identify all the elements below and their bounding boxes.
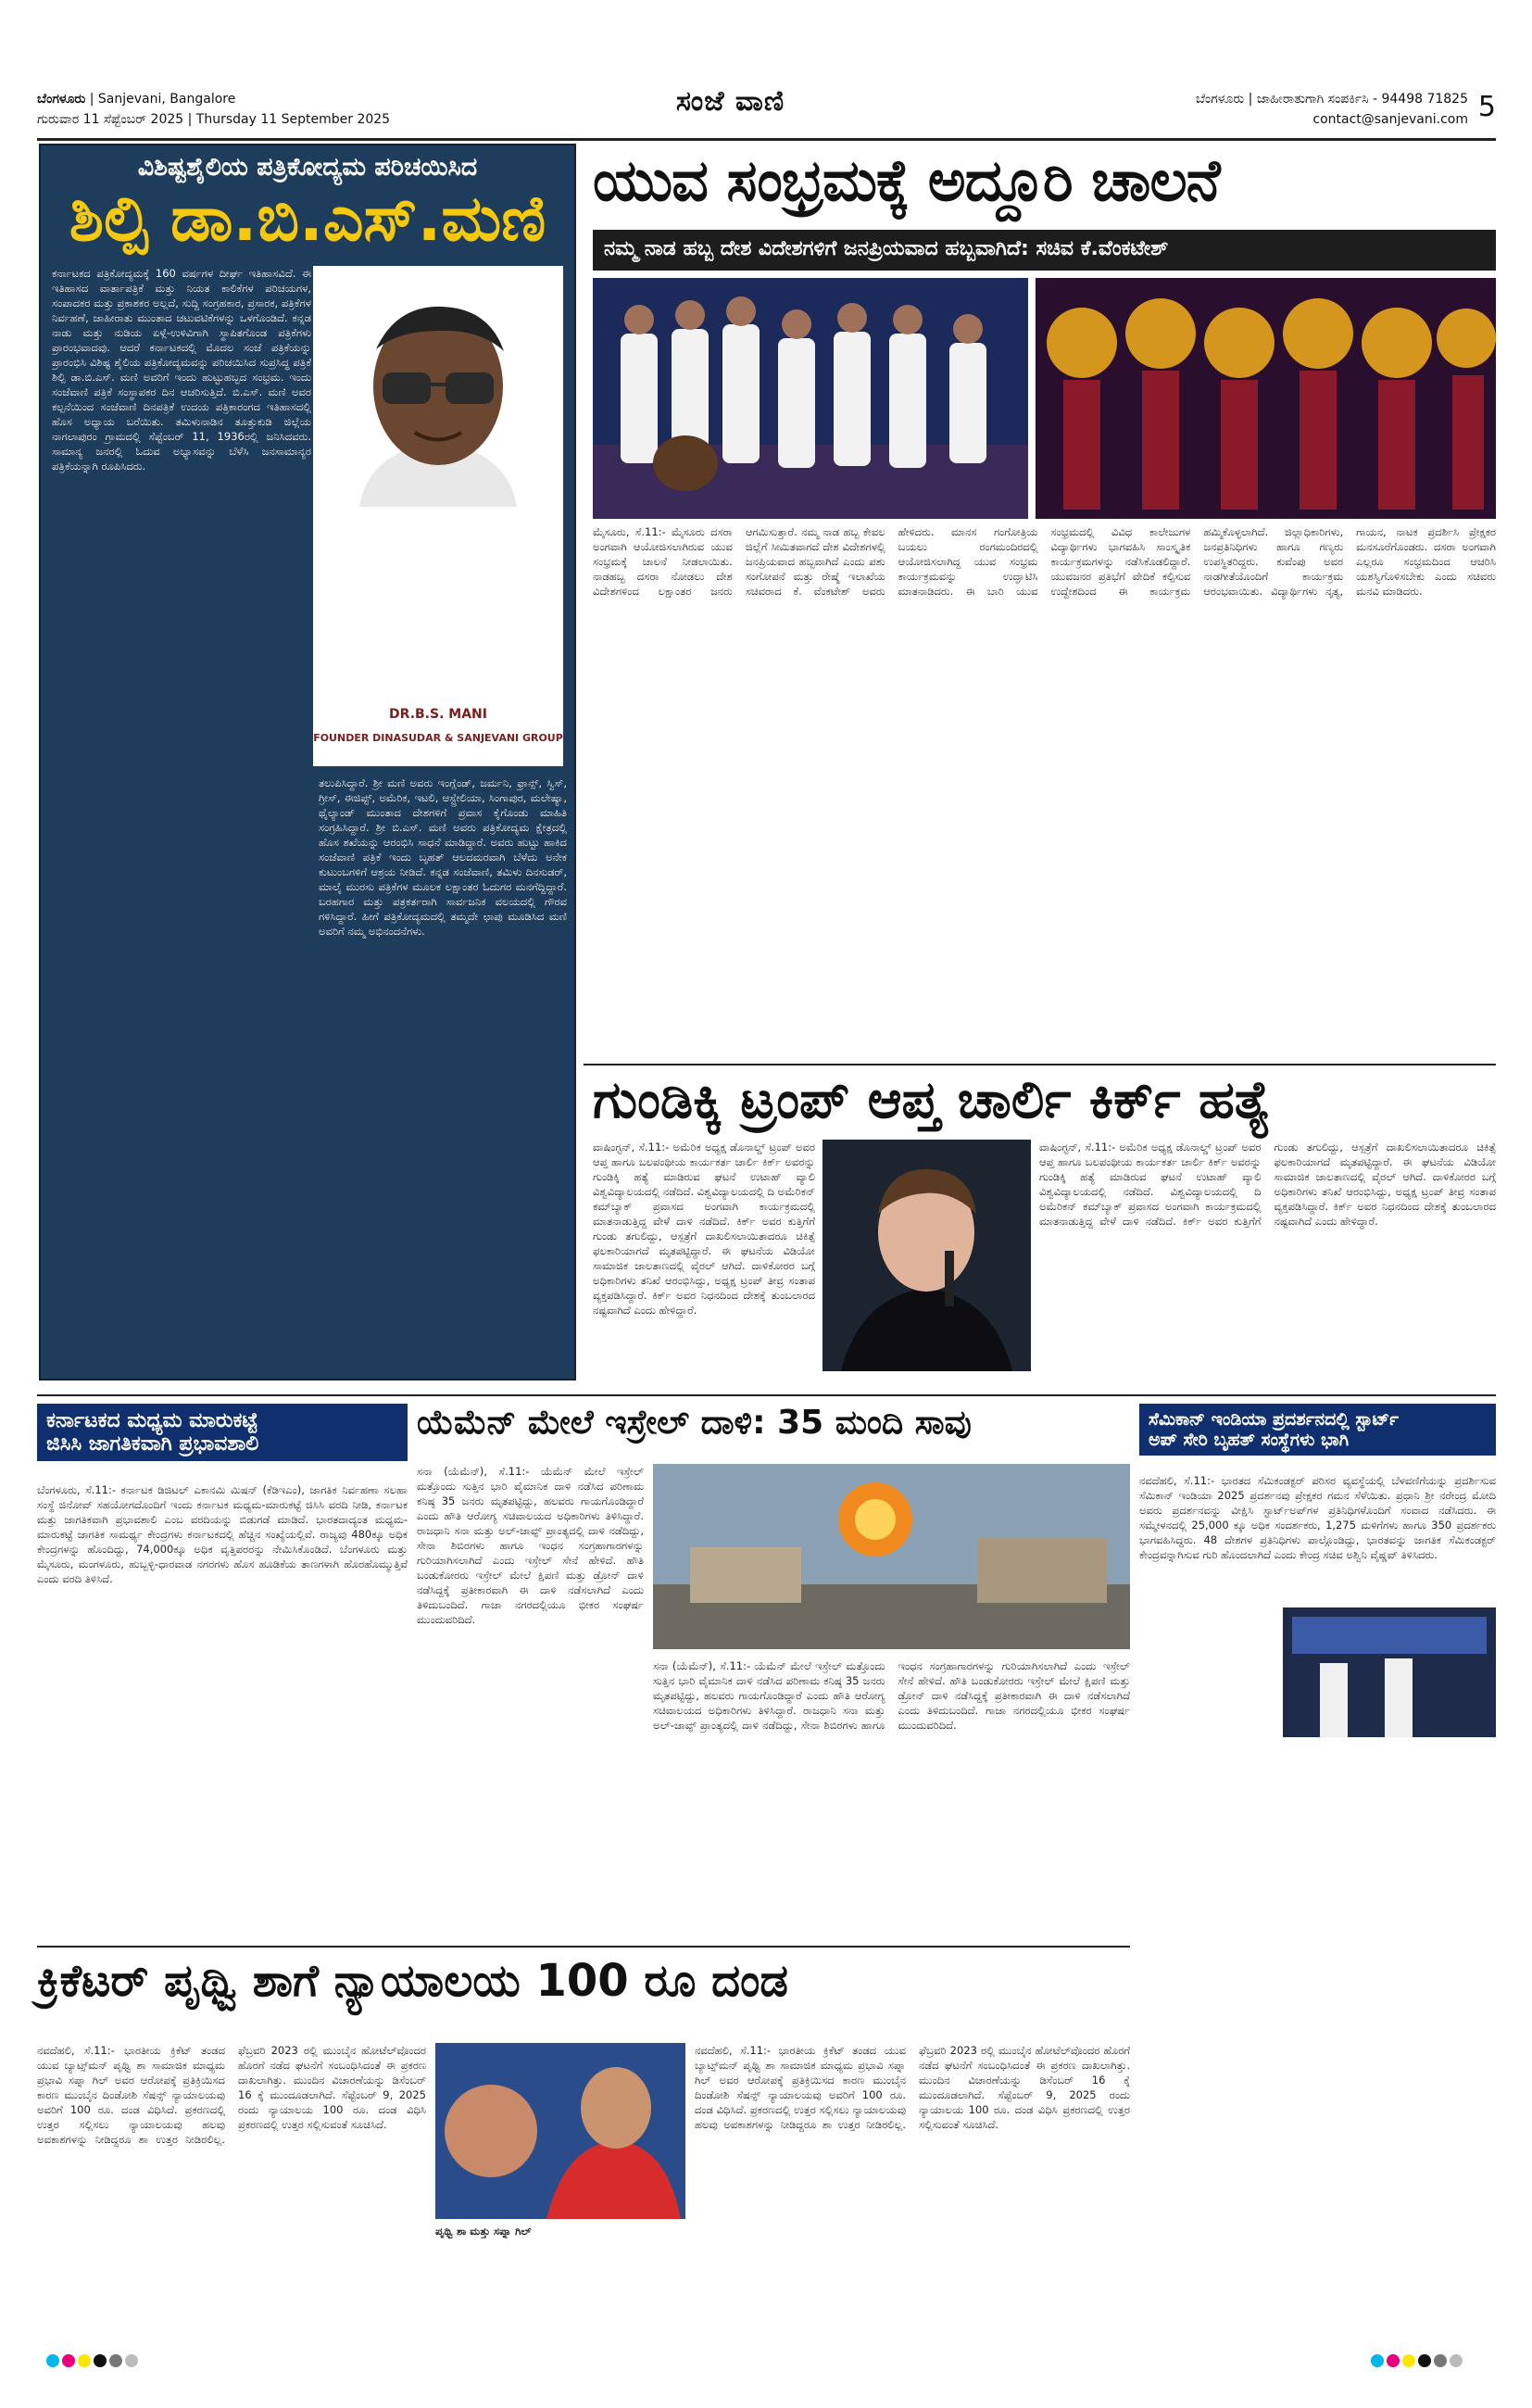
gcc-headline-2: ಜಿಸಿಸಿ ಜಾಗತಿಕವಾಗಿ ಪ್ರಭಾವಶಾಲಿ [46, 1432, 259, 1456]
color-registration-right [1371, 2353, 1465, 2368]
cricketer-graphic [435, 2043, 685, 2219]
ad-contact: ಬೆಂಗಳೂರು | ಜಾಹೀರಾತುಗಾಗಿ ಸಂಪರ್ಕಿಸಿ - 94498 71825 [1195, 92, 1468, 107]
photo-caption-role: FOUNDER DINASUDAR & SANJEVANI GROUP [313, 732, 563, 744]
yemen-body-2: ಸನಾ (ಯೆಮೆನ್), ಸೆ.11:- ಯೆಮೆನ್ ಮೇಲೆ ಇಸ್ರೇಲ್ ಮತ್ತೊಂದು ಸುತ್ತಿನ ಭಾರಿ ವೈಮಾನಿಕ ದಾಳಿ ನಡೆಸಿದ ಪರಿಣಾಮ ಕನಿಷ್ಠ 35 ಜನರು ಮೃತಪಟ್ಟಿದ್ದು, ಹಲವರು ಗಾಯಗೊಂಡಿದ್ದಾರೆ ಎಂದು ಹೌತಿ ಆರೋಗ್ಯ ಸಚಿವಾಲಯದ ಅಧಿಕಾರಿಗಳು ತಿಳಿಸಿದ್ದಾರೆ. ರಾಜಧಾನಿ ಸನಾ ಮತ್ತು ಅಲ್-ಜಾವ್ಫ್ ಪ್ರಾಂತ್ಯದಲ್ಲಿ ದಾಳಿ ನಡೆದಿದ್ದು, ಸೇನಾ ಶಿಬಿರಗಳು ಹಾಗೂ ಇಂಧನ ಸಂಗ್ರಹಾಗಾರಗಳನ್ನು ಗುರಿಯಾಗಿಸಲಾಗಿದೆ ಎಂದು ಇಸ್ರೇಲ್ ಸೇನೆ ಹೇಳಿದೆ. ಹೌತಿ ಬಂಡುಕೋರರು ಇಸ್ರೇಲ್ ಮೇಲೆ ಕ್ಷಿಪಣಿ ಮತ್ತು ಡ್ರೋನ್ ದಾಳಿ ನಡೆಸಿದ್ದಕ್ಕೆ ಪ್ರತೀಕಾರವಾಗಿ ಈ ದಾಳಿ ನಡೆಸಲಾಗಿದೆ ಎಂದು ತಿಳಿದುಬಂದಿದೆ. ಗಾಜಾ ನಗರದಲ್ಲಿಯೂ ಭೀಕರ ಸಂಘರ್ಷ ಮುಂದುವರಿದಿದೆ. [653, 1659, 1130, 1732]
feature-column-1: ಕರ್ನಾಟಕದ ಪತ್ರಿಕೋದ್ಯಮಕ್ಕೆ 160 ವರ್ಷಗಳ ದೀರ್ಘ ಇತಿಹಾಸವಿದೆ. ಈ ಇತಿಹಾಸದ ವಾರ್ತಾಪತ್ರಿಕೆ ಮತ್ತು ನಿಯತ ಕಾಲಿಕೆಗಳ ಪರಿಚಯಗಳ, ಸಂಪಾದಕರ ಮತ್ತು ಪ್ರಕಾಶಕರ ಅಲ್ಲದೆ, ಸುದ್ದಿ ಸಂಗ್ರಹಕಾರ, ಪ್ರಸಾರಕ, ಪತ್ರಿಕೆಗಳ ನಿರ್ವಹಣೆ, ಜಾಹೀರಾತು ಮುಂತಾದ ಚಟುವಟಿಕೆಗಳನ್ನು ಒಳಗೊಂಡಿದೆ. ಕನ್ನಡ ನಾಡು ಮತ್ತು ನುಡಿಯ ಏಳ್ಗೆ-ಉಳಿವಿಗಾಗಿ ಸ್ಥಾಪಿತಗೊಂಡ ಪತ್ರಿಕೆಗಳು ಪ್ರಾರಂಭವಾದವು. ಆದರೆ ಕರ್ನಾಟಕದಲ್ಲಿ ಮೊದಲ ಸಂಜೆ ಪತ್ರಿಕೆಯನ್ನು ಪ್ರಾರಂಭಿಸಿ ವಿಶಿಷ್ಟ ಶೈಲಿಯ ಪತ್ರಿಕೋದ್ಯಮವನ್ನು ಪರಿಚಯಿಸಿದ ಸುಪ್ರಸಿದ್ಧ ಪತ್ರಿಕೆ ಶಿಲ್ಪಿ ಡಾ.ಬಿ.ಎಸ್. ಮಣಿ ಅವರಿಗೆ ಇಂದು ಹುಟ್ಟುಹಬ್ಬದ ಸಂಭ್ರಮ. ಇಂದು ಸಂಜೆವಾಣಿ ಪತ್ರಿಕೆ ಸಂಸ್ಥಾಪಕರ ದಿನ ಆಚರಿಸುತ್ತಿದೆ. ಬಿ.ಎಸ್. ಮಣಿ ಅವರ ಕಲ್ಪನೆಯಿಂದ ಸಂಜೆವಾಣಿ ದಿನಪತ್ರಿಕೆ ಉದಯ ಪತ್ರಿಕಾರಂಗದ ಇತಿಹಾಸದಲ್ಲಿ ಹೊಸ ಅಧ್ಯಾಯ ಬರೆಯಿತು. ತಮಿಳುನಾಡಿನ ತೂತ್ತುಕುಡಿ ಜಿಲ್ಲೆಯ ನಾಗಲಾಪುರಂ ಗ್ರಾಮದಲ್ಲಿ ಸೆಪ್ಟೆಂಬರ್ 11, 1936ರಲ್ಲಿ ಜನಿಸಿದವರು. ಸಾಮಾನ್ಯ ಜನರಲ್ಲಿ ಓದುವ ಅಭ್ಯಾಸವನ್ನು ಬೆಳೆಸಿ ಜನಸಾಮಾನ್ಯರ ಪತ್ರಿಕೆಯನ್ನಾಗಿ ರೂಪಿಸಿದರು. [52, 267, 311, 473]
page-number: 5 [1477, 91, 1496, 123]
kirk-headline: ಗುಂಡಿಕ್ಕಿ ಟ್ರಂಪ್ ಆಪ್ತ ಚಾರ್ಲಿ ಕಿರ್ಕ್ ಹತ್ಯೆ [593, 1070, 1272, 1130]
founder-portrait-graphic [341, 294, 535, 507]
feature-title: ಶಿಲ್ಪಿ ಡಾ.ಬಿ.ಎಸ್.ಮಣಿ [69, 183, 546, 256]
lead-photo-stage [593, 278, 1028, 519]
yemen-body-1: ಸನಾ (ಯೆಮೆನ್), ಸೆ.11:- ಯೆಮೆನ್ ಮೇಲೆ ಇಸ್ರೇಲ್ ಮತ್ತೊಂದು ಸುತ್ತಿನ ಭಾರಿ ವೈಮಾನಿಕ ದಾಳಿ ನಡೆಸಿದ ಪರಿಣಾಮ ಕನಿಷ್ಠ 35 ಜನರು ಮೃತಪಟ್ಟಿದ್ದು, ಹಲವರು ಗಾಯಗೊಂಡಿದ್ದಾರೆ ಎಂದು ಹೌತಿ ಆರೋಗ್ಯ ಸಚಿವಾಲಯದ ಅಧಿಕಾರಿಗಳು ತಿಳಿಸಿದ್ದಾರೆ. ರಾಜಧಾನಿ ಸನಾ ಮತ್ತು ಅಲ್-ಜಾವ್ಫ್ ಪ್ರಾಂತ್ಯದಲ್ಲಿ ದಾಳಿ ನಡೆದಿದ್ದು, ಸೇನಾ ಶಿಬಿರಗಳು ಹಾಗೂ ಇಂಧನ ಸಂಗ್ರಹಾಗಾರಗಳನ್ನು ಗುರಿಯಾಗಿಸಲಾಗಿದೆ ಎಂದು ಇಸ್ರೇಲ್ ಸೇನೆ ಹೇಳಿದೆ. ಹೌತಿ ಬಂಡುಕೋರರು ಇಸ್ರೇಲ್ ಮೇಲೆ ಕ್ಷಿಪಣಿ ಮತ್ತು ಡ್ರೋನ್ ದಾಳಿ ನಡೆಸಿದ್ದಕ್ಕೆ ಪ್ರತೀಕಾರವಾಗಿ ಈ ದಾಳಿ ನಡೆಸಲಾಗಿದೆ ಎಂದು ತಿಳಿದುಬಂದಿದೆ. ಗಾಜಾ ನಗರದಲ್ಲಿಯೂ ಭೀಕರ ಸಂಘರ್ಷ ಮುಂದುವರಿದಿದೆ. [417, 1465, 644, 1626]
gcc-headline-1: ಕರ್ನಾಟಕದ ಮಧ್ಯಮ ಮಾರುಕಟ್ಟೆ [46, 1409, 258, 1432]
divider [37, 1394, 1496, 1396]
feature-box [39, 144, 576, 1381]
masthead-right [1196, 89, 1468, 130]
lead-body: ಮೈಸೂರು, ಸೆ.11:- ಮೈಸೂರು ದಸರಾ ಅಂಗವಾಗಿ ಆಯೋಜಿಸಲಾಗಿರುವ ಯುವ ಸಂಭ್ರಮಕ್ಕೆ ಚಾಲನೆ ನೀಡಲಾಯಿತು. ನಾಡಹಬ್ಬ ದಸರಾ ನೋಡಲು ದೇಶ ವಿದೇಶಗಳಿಂದ ಲಕ್ಷಾಂತರ ಜನರು ಆಗಮಿಸುತ್ತಾರೆ. ನಮ್ಮ ನಾಡ ಹಬ್ಬ ಕೇವಲ ಜಿಲ್ಲೆಗೆ ಸೀಮಿತವಾಗದೆ ದೇಶ ವಿದೇಶಗಳಲ್ಲಿ ಜನಪ್ರಿಯವಾದ ಹಬ್ಬವಾಗಿದೆ ಎಂದು ಪಶು ಸಂಗೋಪನೆ ಮತ್ತು ರೇಷ್ಮೆ ಇಲಾಖೆಯ ಸಚಿವರಾದ ಕೆ. ವೆಂಕಟೇಶ್ ಅವರು ಹೇಳಿದರು. ಮಾನಸ ಗಂಗೋತ್ರಿಯ ಬಯಲು ರಂಗಮಂದಿರದಲ್ಲಿ ಆಯೋಜಿಸಲಾಗಿದ್ದ ಯುವ ಸಂಭ್ರಮ ಕಾರ್ಯಕ್ರಮವನ್ನು ಉದ್ಘಾಟಿಸಿ ಮಾತನಾಡಿದರು. ಈ ಬಾರಿ ಯುವ ಸಂಭ್ರಮದಲ್ಲಿ ವಿವಿಧ ಕಾಲೇಜುಗಳ ವಿದ್ಯಾರ್ಥಿಗಳು ಭಾಗವಹಿಸಿ ಸಾಂಸ್ಕೃತಿಕ ಕಾರ್ಯಕ್ರಮಗಳನ್ನು ನಡೆಸಿಕೊಡಲಿದ್ದಾರೆ. ಯುವಜನರ ಪ್ರತಿಭೆಗೆ ವೇದಿಕೆ ಕಲ್ಪಿಸುವ ಉದ್ದೇಶದಿಂದ ಈ ಕಾರ್ಯಕ್ರಮ ಹಮ್ಮಿಕೊಳ್ಳಲಾಗಿದೆ. ಜಿಲ್ಲಾಧಿಕಾರಿಗಳು, ಜನಪ್ರತಿನಿಧಿಗಳು ಹಾಗೂ ಗಣ್ಯರು ಉಪಸ್ಥಿತರಿದ್ದರು. ಕುವೆಂಪು ಅವರ ನಾಡಗೀತೆಯೊಂದಿಗೆ ಕಾರ್ಯಕ್ರಮ ಆರಂಭವಾಯಿತು. ವಿದ್ಯಾರ್ಥಿಗಳು ನೃತ್ಯ, ಗಾಯನ, ನಾಟಕ ಪ್ರದರ್ಶಿಸಿ ಪ್ರೇಕ್ಷಕರ ಮನಸೂರೆಗೊಂಡರು. ದಸರಾ ಅಂಗವಾಗಿ ಎಲ್ಲರೂ ಸಂಭ್ರಮದಿಂದ ಆಚರಿಸಿ ಯಶಸ್ವಿಗೊಳಿಸಬೇಕು ಎಂದು ಸಚಿವರು ಮನವಿ ಮಾಡಿದರು. [593, 525, 1496, 598]
shaw-caption: ಪೃಥ್ವಿ ಶಾ ಮತ್ತು ಸಪ್ನಾ ಗಿಲ್ [435, 2225, 532, 2238]
city-en: Sanjevani, Bangalore [97, 92, 236, 107]
gcc-body: ಬೆಂಗಳೂರು, ಸೆ.11:- ಕರ್ನಾಟಕ ಡಿಜಿಟಲ್ ಎಕಾನಮಿ ಮಿಷನ್ (ಕೆಡಿಇಎಂ), ಜಾಗತಿಕ ನಿರ್ವಹಣಾ ಸಲಹಾ ಸಂಸ್ಥೆ ಜಿನೋವ್ ಸಹಯೋಗದೊಂದಿಗೆ ಇಂದು ಕರ್ನಾಟಕ ಮಧ್ಯಮ-ಮಾರುಕಟ್ಟೆ ಜಿಸಿಸಿ ವರದಿ ನೀಡಿ, ಕರ್ನಾಟಕ ಮತ್ತು ಜಾಗತಿಕವಾಗಿ ಪ್ರಭಾವಶಾಲಿ ಎಂಬ ವರದಿಯನ್ನು ಬಿಡುಗಡೆ ಮಾಡಿದೆ. ಭಾರತದಾದ್ಯಂತ ಮಧ್ಯಮ-ಮಾರುಕಟ್ಟೆ ಜಾಗತಿಕ ಸಾಮರ್ಥ್ಯ ಕೇಂದ್ರಗಳು ಕರ್ನಾಟಕದಲ್ಲಿ ಹೆಚ್ಚಿನ ಸಂಖ್ಯೆಯಲ್ಲಿವೆ. ರಾಜ್ಯವು 480ಕ್ಕೂ ಅಧಿಕ ಕೇಂದ್ರಗಳನ್ನು ಹೊಂದಿದ್ದು, 74,000ಕ್ಕೂ ಅಧಿಕ ವೃತ್ತಿಪರರನ್ನು ನೇಮಿಸಿಕೊಂಡಿದೆ. ಬೆಂಗಳೂರು ಮತ್ತು ಮೈಸೂರು, ಮಂಗಳೂರು, ಹುಬ್ಬಳ್ಳಿ-ಧಾರವಾಡ ನಗರಗಳು ಹೊಸ ಹೂಡಿಕೆಯ ತಾಣಗಳಾಗಿ ಹೊರಹೊಮ್ಮುತ್ತಿವೆ ಎಂದು ವರದಿ ತಿಳಿಸಿದೆ. [37, 1483, 408, 1585]
contact-email: contact@sanjevani.com [1312, 112, 1468, 127]
newspaper-logo: ಸಂಜೆ ವಾಣಿ [676, 85, 785, 118]
color-registration-left [46, 2353, 141, 2368]
feature-column-2: ತಲುಪಿಸಿದ್ದಾರೆ. ಶ್ರೀ ಮಣಿ ಅವರು ಇಂಗ್ಲೆಂಡ್, ಜರ್ಮನಿ, ಫ್ರಾನ್ಸ್, ಸ್ವಿಸ್, ಗ್ರೀಸ್, ಈಜಿಪ್ಟ್, ಅಮೆರಿಕ, ಇಟಲಿ, ಆಸ್ಟ್ರೇಲಿಯಾ, ಸಿಂಗಾಪುರ, ಮಲೇಷ್ಯಾ, ಥೈಲ್ಯಾಂಡ್ ಮುಂತಾದ ದೇಶಗಳಿಗೆ ಪ್ರವಾಸ ಕೈಗೊಂಡು ಮಾಹಿತಿ ಸಂಗ್ರಹಿಸಿದ್ದಾರೆ. ಶ್ರೀ ಬಿ.ಎಸ್. ಮಣಿ ಅವರು ಪತ್ರಿಕೋದ್ಯಮ ಕ್ಷೇತ್ರದಲ್ಲಿ ಹೊಸ ಶಖೆಯನ್ನು ಆರಂಭಿಸಿ ಸಾಧನೆ ಮಾಡಿದ್ದಾರೆ. ಅವರು ಹುಟ್ಟು ಹಾಕಿದ ಸಂಜೆವಾಣಿ ಪತ್ರಿಕೆ ಇಂದು ಬೃಹತ್ ಆಲದಮರವಾಗಿ ಬೆಳೆದು ಅನೇಕ ಕುಟುಂಬಗಳಿಗೆ ಆಶ್ರಯ ನೀಡಿದೆ. ಕನ್ನಡ ಸಂಜೆವಾಣಿ, ತಮಿಳು ದಿನಸುಡರ್, ಮಾಲೈ ಮುರಸು ಪತ್ರಿಕೆಗಳ ಮೂಲಕ ಲಕ್ಷಾಂತರ ಓದುಗರ ಮನಗೆದ್ದಿದ್ದಾರೆ. ಬರಹಗಾರ ಮತ್ತು ಪತ್ರಕರ್ತರಾಗಿ ಸಾರ್ವಜನಿಕ ವಲಯದಲ್ಲಿ ಗೌರವ ಗಳಿಸಿದ್ದಾರೆ. ಹೀಗೆ ಪತ್ರಿಕೋದ್ಯಮದಲ್ಲಿ ತಮ್ಮದೇ ಛಾಪು ಮೂಡಿಸಿದ ಮಣಿ ಅವರಿಗೆ ನಮ್ಮ ಅಭಿನಂದನೆಗಳು. [319, 776, 567, 938]
stage-inauguration-graphic [593, 278, 1028, 519]
semicon-headline-2: ಅಪ್ ಸೇರಿ ಬೃಹತ್ ಸಂಸ್ಥೆಗಳು ಭಾಗಿ [1149, 1430, 1350, 1450]
kirk-photo [823, 1140, 1031, 1371]
yemen-photo [653, 1464, 1130, 1649]
feature-kicker: ವಿಶಿಷ್ಟಶೈಲಿಯ ಪತ್ರಿಕೋದ್ಯಮ ಪರಿಚಯಿಸಿದ [137, 153, 478, 182]
masthead [37, 85, 1496, 141]
founder-photo [313, 266, 563, 766]
masthead-left: ಬೆಂಗಳೂರು | Sanjevani, Bangalore ಗುರುವಾರ 11 ಸೆಪ್ಟೆಂಬರ್ 2025 | Thursday 11 September 2025 [37, 92, 391, 127]
dancers-performance-graphic [1036, 278, 1496, 519]
lead-subhead: ನಮ್ಮ ನಾಡ ಹಬ್ಬ ದೇಶ ವಿದೇಶಗಳಿಗೆ ಜನಪ್ರಿಯವಾದ ಹಬ್ಬವಾಗಿದೆ: ಸಚಿವ ಕೆ.ವೆಂಕಟೇಶ್ [593, 230, 1496, 271]
date-kn: ಗುರುವಾರ 11 ಸೆಪ್ಟೆಂಬರ್ 2025 [37, 112, 184, 127]
shaw-photo [435, 2043, 685, 2219]
kirk-body-2: ವಾಷಿಂಗ್ಟನ್, ಸೆ.11:- ಅಮೆರಿಕ ಅಧ್ಯಕ್ಷ ಡೊನಾಲ್ಡ್ ಟ್ರಂಪ್ ಅವರ ಆಪ್ತ ಹಾಗೂ ಬಲಪಂಥೀಯ ಕಾರ್ಯಕರ್ತ ಚಾರ್ಲಿ ಕಿರ್ಕ್ ಅವರನ್ನು ಗುಂಡಿಕ್ಕಿ ಹತ್ಯೆ ಮಾಡಿರುವ ಘಟನೆ ಉಟಾಹ್ ವ್ಯಾಲಿ ವಿಶ್ವವಿದ್ಯಾಲಯದಲ್ಲಿ ನಡೆದಿದೆ. ವಿಶ್ವವಿದ್ಯಾಲಯದಲ್ಲಿ ದಿ ಅಮೆರಿಕನ್ ಕಮ್‌ಬ್ಯಾಕ್ ಪ್ರವಾಸದ ಅಂಗವಾಗಿ ಕಾರ್ಯಕ್ರಮದಲ್ಲಿ ಮಾತನಾಡುತ್ತಿದ್ದ ವೇಳೆ ದಾಳಿ ನಡೆದಿದೆ. ಕಿರ್ಕ್ ಅವರ ಕುತ್ತಿಗೆಗೆ ಗುಂಡು ತಗುಲಿದ್ದು, ಆಸ್ಪತ್ರೆಗೆ ದಾಖಲಿಸಲಾಯಿತಾದರೂ ಚಿಕಿತ್ಸೆ ಫಲಕಾರಿಯಾಗದೆ ಮೃತಪಟ್ಟಿದ್ದಾರೆ. ಈ ಘಟನೆಯ ವಿಡಿಯೋ ಸಾಮಾಜಿಕ ಜಾಲತಾಣದಲ್ಲಿ ವೈರಲ್ ಆಗಿದೆ. ದಾಳಿಕೋರರ ಬಗ್ಗೆ ಅಧಿಕಾರಿಗಳು ತನಿಖೆ ಆರಂಭಿಸಿದ್ದು, ಅಧ್ಯಕ್ಷ ಟ್ರಂಪ್ ತೀವ್ರ ಸಂತಾಪ ವ್ಯಕ್ತಪಡಿಸಿದ್ದಾರೆ. ಕಿರ್ಕ್ ಅವರ ನಿಧನದಿಂದ ದೇಶಕ್ಕೆ ತುಂಬಲಾರದ ನಷ್ಟವಾಗಿದೆ ಎಂದು ಹೇಳಿದ್ದಾರೆ. [1039, 1141, 1496, 1228]
gcc-headline-box [37, 1404, 408, 1461]
speaker-portrait-graphic [823, 1140, 1031, 1371]
semicon-headline-box [1139, 1404, 1496, 1456]
semicon-body: ನವದೆಹಲಿ, ಸೆ.11:- ಭಾರತದ ಸೆಮಿಕಂಡಕ್ಟರ್ ಪರಿಸರ ವ್ಯವಸ್ಥೆಯಲ್ಲಿ ಬೆಳವಣಿಗೆಯನ್ನು ಪ್ರದರ್ಶಿಸುವ ಸೆಮಿಕಾನ್ ಇಂಡಿಯಾ 2025 ಪ್ರದರ್ಶನವು ಪ್ರೇಕ್ಷಕರ ಗಮನ ಸೆಳೆಯಿತು. ಪ್ರಧಾನಿ ಶ್ರೀ ನರೇಂದ್ರ ಮೋದಿ ಅವರು ಪ್ರದರ್ಶನವನ್ನು ವೀಕ್ಷಿಸಿ ಸ್ಟಾರ್ಟ್‌ಅಪ್‌ಗಳ ಪ್ರತಿನಿಧಿಗಳೊಂದಿಗೆ ಸಂವಾದ ನಡೆಸಿದರು. ಈ ಸಮ್ಮೇಳನದಲ್ಲಿ 25,000 ಕ್ಕೂ ಅಧಿಕ ಸಂದರ್ಶಕರು, 1,275 ಮಳಿಗೆಗಳು ಹಾಗೂ 350 ಪ್ರದರ್ಶಕರು ಭಾಗವಹಿಸಿದ್ದರು. 48 ದೇಶಗಳ ಪ್ರತಿನಿಧಿಗಳು ಪಾಲ್ಗೊಂಡಿದ್ದು, ಭಾರತವನ್ನು ಜಾಗತಿಕ ಸೆಮಿಕಂಡಕ್ಟರ್ ಕೇಂದ್ರವನ್ನಾಗಿಸುವ ಗುರಿ ಹೊಂದಲಾಗಿದೆ ಎಂದು ಕೇಂದ್ರ ಸಚಿವ ಅಶ್ವಿನಿ ವೈಷ್ಣವ್ ತಿಳಿಸಿದರು. [1139, 1474, 1496, 1561]
divider [37, 1946, 1130, 1948]
date-en: Thursday 11 September 2025 [195, 112, 391, 127]
city-kn: ಬೆಂಗಳೂರು [37, 92, 86, 107]
shaw-headline: ಕ್ರಿಕೆಟರ್ ಪೃಥ್ವಿ ಶಾಗೆ ನ್ಯಾಯಾಲಯ 100 ರೂ ದಂಡ [37, 1955, 788, 2007]
kirk-body-1: ವಾಷಿಂಗ್ಟನ್, ಸೆ.11:- ಅಮೆರಿಕ ಅಧ್ಯಕ್ಷ ಡೊನಾಲ್ಡ್ ಟ್ರಂಪ್ ಅವರ ಆಪ್ತ ಹಾಗೂ ಬಲಪಂಥೀಯ ಕಾರ್ಯಕರ್ತ ಚಾರ್ಲಿ ಕಿರ್ಕ್ ಅವರನ್ನು ಗುಂಡಿಕ್ಕಿ ಹತ್ಯೆ ಮಾಡಿರುವ ಘಟನೆ ಉಟಾಹ್ ವ್ಯಾಲಿ ವಿಶ್ವವಿದ್ಯಾಲಯದಲ್ಲಿ ನಡೆದಿದೆ. ವಿಶ್ವವಿದ್ಯಾಲಯದಲ್ಲಿ ದಿ ಅಮೆರಿಕನ್ ಕಮ್‌ಬ್ಯಾಕ್ ಪ್ರವಾಸದ ಅಂಗವಾಗಿ ಕಾರ್ಯಕ್ರಮದಲ್ಲಿ ಮಾತನಾಡುತ್ತಿದ್ದ ವೇಳೆ ದಾಳಿ ನಡೆದಿದೆ. ಕಿರ್ಕ್ ಅವರ ಕುತ್ತಿಗೆಗೆ ಗುಂಡು ತಗುಲಿದ್ದು, ಆಸ್ಪತ್ರೆಗೆ ದಾಖಲಿಸಲಾಯಿತಾದರೂ ಚಿಕಿತ್ಸೆ ಫಲಕಾರಿಯಾಗದೆ ಮೃತಪಟ್ಟಿದ್ದಾರೆ. ಈ ಘಟನೆಯ ವಿಡಿಯೋ ಸಾಮಾಜಿಕ ಜಾಲತಾಣದಲ್ಲಿ ವೈರಲ್ ಆಗಿದೆ. ದಾಳಿಕೋರರ ಬಗ್ಗೆ ಅಧಿಕಾರಿಗಳು ತನಿಖೆ ಆರಂಭಿಸಿದ್ದು, ಅಧ್ಯಕ್ಷ ಟ್ರಂಪ್ ತೀವ್ರ ಸಂತಾಪ ವ್ಯಕ್ತಪಡಿಸಿದ್ದಾರೆ. ಕಿರ್ಕ್ ಅವರ ನಿಧನದಿಂದ ದೇಶಕ್ಕೆ ತುಂಬಲಾರದ ನಷ್ಟವಾಗಿದೆ ಎಂದು ಹೇಳಿದ್ದಾರೆ. [593, 1141, 815, 1317]
semicon-headline-1: ಸೆಮಿಕಾನ್ ಇಂಡಿಯಾ ಪ್ರದರ್ಶನದಲ್ಲಿ ಸ್ಟಾರ್ಟ್ [1149, 1409, 1399, 1430]
photo-caption-name: DR.B.S. MANI [389, 707, 487, 722]
lead-photo-dancers [1036, 278, 1496, 519]
lead-headline: ಯುವ ಸಂಭ್ರಮಕ್ಕೆ ಅದ್ದೂರಿ ಚಾಲನೆ [593, 146, 1220, 214]
shaw-body-2: ನವದೆಹಲಿ, ಸೆ.11:- ಭಾರತೀಯ ಕ್ರಿಕೆಟ್ ತಂಡದ ಯುವ ಬ್ಯಾಟ್ಸ್‌ಮನ್ ಪೃಥ್ವಿ ಶಾ ಸಾಮಾಜಿಕ ಮಾಧ್ಯಮ ಪ್ರಭಾವಿ ಸಪ್ನಾ ಗಿಲ್ ಅವರ ಆರೋಪಕ್ಕೆ ಪ್ರತಿಕ್ರಿಯಿಸದ ಕಾರಣ ಮುಂಬೈನ ದಿಂಡೋಶಿ ಸೆಷನ್ಸ್ ನ್ಯಾಯಾಲಯವು ಅವರಿಗೆ 100 ರೂ. ದಂಡ ವಿಧಿಸಿದೆ. ಪ್ರಕರಣದಲ್ಲಿ ಉತ್ತರ ಸಲ್ಲಿಸಲು ನ್ಯಾಯಾಲಯವು ಹಲವು ಅವಕಾಶಗಳನ್ನು ನೀಡಿದ್ದರೂ ಶಾ ಉತ್ತರ ನೀಡಿರಲಿಲ್ಲ. ಫೆಬ್ರವರಿ 2023 ರಲ್ಲಿ ಮುಂಬೈನ ಹೋಟೆಲ್‌ವೊಂದರ ಹೊರಗೆ ನಡೆದ ಘಟನೆಗೆ ಸಂಬಂಧಿಸಿದಂತೆ ಈ ಪ್ರಕರಣ ದಾಖಲಾಗಿತ್ತು. ಮುಂದಿನ ವಿಚಾರಣೆಯನ್ನು ಡಿಸೆಂಬರ್ 16 ಕ್ಕೆ ಮುಂದೂಡಲಾಗಿದೆ. ಸೆಪ್ಟೆಂಬರ್ 9, 2025 ರಂದು ನ್ಯಾಯಾಲಯ 100 ರೂ. ದಂಡ ವಿಧಿಸಿ ಪ್ರಕರಣದಲ್ಲಿ ಉತ್ತರ ಸಲ್ಲಿಸುವಂತೆ ಸೂಚಿಸಿದೆ. [695, 2044, 1130, 2131]
shaw-body-1: ನವದೆಹಲಿ, ಸೆ.11:- ಭಾರತೀಯ ಕ್ರಿಕೆಟ್ ತಂಡದ ಯುವ ಬ್ಯಾಟ್ಸ್‌ಮನ್ ಪೃಥ್ವಿ ಶಾ ಸಾಮಾಜಿಕ ಮಾಧ್ಯಮ ಪ್ರಭಾವಿ ಸಪ್ನಾ ಗಿಲ್ ಅವರ ಆರೋಪಕ್ಕೆ ಪ್ರತಿಕ್ರಿಯಿಸದ ಕಾರಣ ಮುಂಬೈನ ದಿಂಡೋಶಿ ಸೆಷನ್ಸ್ ನ್ಯಾಯಾಲಯವು ಅವರಿಗೆ 100 ರೂ. ದಂಡ ವಿಧಿಸಿದೆ. ಪ್ರಕರಣದಲ್ಲಿ ಉತ್ತರ ಸಲ್ಲಿಸಲು ನ್ಯಾಯಾಲಯವು ಹಲವು ಅವಕಾಶಗಳನ್ನು ನೀಡಿದ್ದರೂ ಶಾ ಉತ್ತರ ನೀಡಿರಲಿಲ್ಲ. ಫೆಬ್ರವರಿ 2023 ರಲ್ಲಿ ಮುಂಬೈನ ಹೋಟೆಲ್‌ವೊಂದರ ಹೊರಗೆ ನಡೆದ ಘಟನೆಗೆ ಸಂಬಂಧಿಸಿದಂತೆ ಈ ಪ್ರಕರಣ ದಾಖಲಾಗಿತ್ತು. ಮುಂದಿನ ವಿಚಾರಣೆಯನ್ನು ಡಿಸೆಂಬರ್ 16 ಕ್ಕೆ ಮುಂದೂಡಲಾಗಿದೆ. ಸೆಪ್ಟೆಂಬರ್ 9, 2025 ರಂದು ನ್ಯಾಯಾಲಯ 100 ರೂ. ದಂಡ ವಿಧಿಸಿ ಪ್ರಕರಣದಲ್ಲಿ ಉತ್ತರ ಸಲ್ಲಿಸುವಂತೆ ಸೂಚಿಸಿದೆ. [37, 2044, 426, 2146]
airstrike-graphic [653, 1464, 1130, 1649]
yemen-headline: ಯೆಮೆನ್ ಮೇಲೆ ಇಸ್ರೇಲ್ ದಾಳಿ: 35 ಮಂದಿ ಸಾವು [417, 1404, 972, 1442]
divider [584, 1064, 1496, 1065]
